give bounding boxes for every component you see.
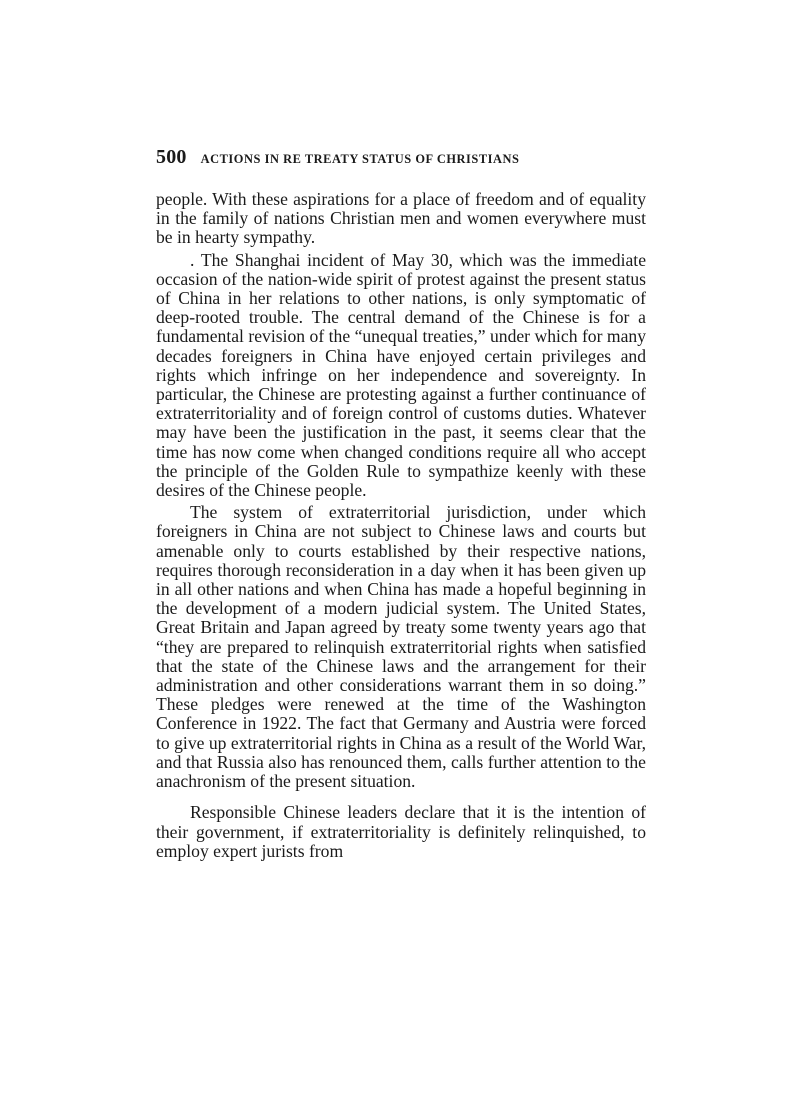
running-head (156, 146, 646, 170)
body-text (156, 190, 646, 861)
paragraph-extraterritorial-jurisdiction: The system of extraterritorial jurisdiction, under which foreigners in China are not subject to Chinese laws and courts but amenable only to courts established by their respective nations, requires thorough reconsideration in a day when it has been given up in all other nations and when China has made a hopeful beginning in the development of a modern judicial system. The United States, Great Britain and Japan agreed by treaty some twenty years ago that “they are prepared to relinquish extraterritorial rights when satisfied that the state of the Chinese laws and the arrangement for their administration and other considerations warrant them in so doing.” These pledges were renewed at the time of the Washington Conference in 1922. The fact that Germany and Austria were forced to give up extraterritorial rights in China as a result of the World War, and that Russia also has renounced them, calls further attention to the anachronism of the present situation. (156, 502, 646, 792)
document-page (156, 146, 646, 861)
running-title: ACTIONS IN RE TREATY STATUS OF CHRISTIANS (200, 152, 520, 166)
paragraph-continuation: people. With these aspirations for a place of freedom and of equality in the family of nations Christian men and women everywhere must be in hearty sympathy. (156, 189, 646, 248)
paragraph-chinese-leaders: Responsible Chinese leaders declare that it is the intention of their government, if extraterritoriality is definitely relinquished, to employ expert jurists from (156, 802, 646, 861)
paragraph-shanghai-incident: . The Shanghai incident of May 30, which was the immediate occasion of the nation-wide spirit of protest against the present status of China in her relations to other nations, is only symptomatic of deep-rooted trouble. The central demand of the Chinese is for a fundamental revision of the “unequal treaties,” under which for many decades foreigners in China have enjoyed certain privileges and rights which infringe on her independence and sovereignty. In particular, the Chinese are protesting against a further continuance of extraterritoriality and of foreign control of customs duties. Whatever may have been the justification in the past, it seems clear that the time has now come when changed conditions require all who accept the principle of the Golden Rule to sympathize keenly with these desires of the Chinese people. (156, 249, 646, 501)
page-number: 500 (156, 146, 187, 168)
